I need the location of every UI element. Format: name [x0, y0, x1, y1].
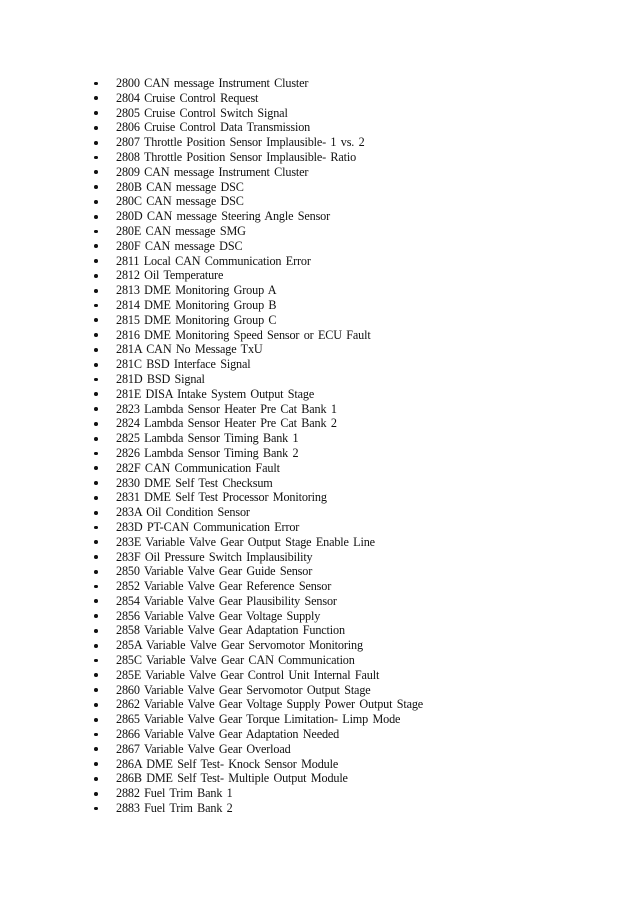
list-item-text: 281E DISA Intake System Output Stage [116, 386, 315, 401]
list-item [90, 520, 423, 535]
list-item [90, 431, 423, 446]
list-item [90, 594, 423, 609]
list-item [90, 239, 423, 254]
bullet-icon [94, 452, 98, 456]
bullet-icon [94, 422, 98, 426]
bullet-icon [94, 570, 98, 574]
list-item [90, 697, 423, 712]
list-item-text: 2852 Variable Valve Gear Reference Sensor [116, 579, 332, 594]
bullet-icon [94, 614, 98, 618]
list-item [90, 727, 423, 742]
list-item-text: 2850 Variable Valve Gear Guide Sensor [116, 564, 313, 579]
list-item [90, 416, 423, 431]
list-item [90, 165, 423, 180]
bullet-icon [94, 348, 98, 352]
bullet-icon [94, 259, 98, 263]
list-item [90, 801, 423, 816]
list-item-text: 282F CAN Communication Fault [116, 460, 280, 475]
bullet-icon [94, 762, 98, 766]
bullet-icon [94, 378, 98, 382]
bullet-icon [94, 777, 98, 781]
list-item-text: 2809 CAN message Instrument Cluster [116, 164, 309, 179]
list-item-text: 285E Variable Valve Gear Control Unit Internal Fault [116, 667, 380, 682]
list-item [90, 446, 423, 461]
list-item [90, 402, 423, 417]
list-item-text: 2805 Cruise Control Switch Signal [116, 105, 288, 120]
list-item-text: 281A CAN No Message TxU [116, 342, 263, 357]
list-item-text: 280D CAN message Steering Angle Sensor [116, 209, 331, 224]
bullet-icon [94, 496, 98, 500]
bullet-icon [94, 96, 98, 100]
bullet-icon [94, 289, 98, 293]
list-item-text: 285A Variable Valve Gear Servomotor Monitoring [116, 638, 363, 653]
list-item [90, 490, 423, 505]
list-item [90, 638, 423, 653]
list-item-text: 281D BSD Signal [116, 371, 205, 386]
list-item-text: 285C Variable Valve Gear CAN Communication [116, 653, 355, 668]
list-item [90, 224, 423, 239]
list-item-text: 283F Oil Pressure Switch Implausibility [116, 549, 313, 564]
bullet-icon [94, 644, 98, 648]
bullet-icon [94, 82, 98, 86]
list-item [90, 461, 423, 476]
bullet-icon [94, 466, 98, 470]
bullet-icon [94, 733, 98, 737]
list-item [90, 786, 423, 801]
list-item [90, 579, 423, 594]
list-item [90, 135, 423, 150]
list-item [90, 313, 423, 328]
bullet-icon [94, 244, 98, 248]
list-item-text: 280B CAN message DSC [116, 179, 244, 194]
list-item-text: 2867 Variable Valve Gear Overload [116, 741, 291, 756]
list-item [90, 342, 423, 357]
bullet-icon [94, 599, 98, 603]
bullet-icon [94, 141, 98, 145]
bullet-icon [94, 318, 98, 322]
list-item-text: 2856 Variable Valve Gear Voltage Supply [116, 608, 321, 623]
list-item-text: 2812 Oil Temperature [116, 268, 224, 283]
list-item-text: 2883 Fuel Trim Bank 2 [116, 801, 233, 816]
list-item-text: 2854 Variable Valve Gear Plausibility Sensor [116, 593, 337, 608]
list-item [90, 757, 423, 772]
list-item-text: 2830 DME Self Test Checksum [116, 475, 273, 490]
list-item [90, 120, 423, 135]
list-item-text: 2800 CAN message Instrument Cluster [116, 76, 309, 90]
bullet-icon [94, 363, 98, 367]
list-item-text: 2858 Variable Valve Gear Adaptation Function [116, 623, 345, 638]
list-item-text: 2823 Lambda Sensor Heater Pre Cat Bank 1 [116, 401, 337, 416]
list-item-text: 2806 Cruise Control Data Transmission [116, 120, 311, 135]
list-item-text: 2866 Variable Valve Gear Adaptation Needed [116, 727, 340, 742]
bullet-icon [94, 659, 98, 663]
list-item-text: 286B DME Self Test- Multiple Output Module [116, 771, 348, 786]
list-item-text: 283E Variable Valve Gear Output Stage Enable Line [116, 534, 375, 549]
list-item [90, 387, 423, 402]
bullet-icon [94, 170, 98, 174]
list-item [90, 564, 423, 579]
list-item-text: 281C BSD Interface Signal [116, 357, 251, 372]
list-item-text: 2814 DME Monitoring Group B [116, 297, 277, 312]
bullet-icon [94, 747, 98, 751]
list-item [90, 742, 423, 757]
bullet-icon [94, 511, 98, 515]
bullet-icon [94, 703, 98, 707]
bullet-icon [94, 526, 98, 530]
bullet-icon [94, 392, 98, 396]
bullet-icon [94, 688, 98, 692]
list-item-text: 2808 Throttle Position Sensor Implausible- Ratio [116, 149, 357, 164]
list-item [90, 653, 423, 668]
bullet-icon [94, 673, 98, 677]
list-item [90, 712, 423, 727]
list-item-text: 2813 DME Monitoring Group A [116, 283, 277, 298]
bullet-icon [94, 481, 98, 485]
bullet-icon [94, 437, 98, 441]
bullet-icon [94, 304, 98, 308]
list-item-text: 2862 Variable Valve Gear Voltage Supply Power Output Stage [116, 697, 424, 712]
list-item [90, 283, 423, 298]
list-item-text: 2816 DME Monitoring Speed Sensor or ECU Fault [116, 327, 371, 342]
list-item [90, 683, 423, 698]
list-item-text: 2865 Variable Valve Gear Torque Limitation- Limp Mode [116, 712, 401, 727]
bullet-icon [94, 215, 98, 219]
list-item [90, 357, 423, 372]
list-item-text: 2824 Lambda Sensor Heater Pre Cat Bank 2 [116, 416, 337, 431]
list-item-text: 2804 Cruise Control Request [116, 90, 259, 105]
list-item [90, 91, 423, 106]
list-item-text: 2815 DME Monitoring Group C [116, 312, 277, 327]
list-item [90, 180, 423, 195]
bullet-icon [94, 126, 98, 130]
bullet-icon [94, 156, 98, 160]
bullet-icon [94, 629, 98, 633]
list-item [90, 298, 423, 313]
list-item [90, 194, 423, 209]
list-item [90, 328, 423, 343]
list-item [90, 268, 423, 283]
bullet-icon [94, 333, 98, 337]
bullet-icon [94, 274, 98, 278]
bullet-icon [94, 200, 98, 204]
bullet-icon [94, 230, 98, 234]
list-item [90, 505, 423, 520]
list-item [90, 476, 423, 491]
list-item [90, 76, 423, 91]
list-item-text: 2831 DME Self Test Processor Monitoring [116, 490, 327, 505]
bullet-icon [94, 407, 98, 411]
list-item-text: 283A Oil Condition Sensor [116, 505, 250, 520]
fault-code-list [90, 76, 423, 816]
list-item [90, 771, 423, 786]
list-item [90, 254, 423, 269]
list-item-text: 2825 Lambda Sensor Timing Bank 1 [116, 431, 299, 446]
bullet-icon [94, 540, 98, 544]
list-item-text: 280C CAN message DSC [116, 194, 244, 209]
bullet-icon [94, 807, 98, 811]
list-item [90, 150, 423, 165]
bullet-icon [94, 555, 98, 559]
bullet-icon [94, 718, 98, 722]
list-item [90, 668, 423, 683]
bullet-icon [94, 585, 98, 589]
list-item-text: 2807 Throttle Position Sensor Implausible- 1 vs. 2 [116, 135, 365, 150]
list-item-text: 2860 Variable Valve Gear Servomotor Output Stage [116, 682, 371, 697]
list-item [90, 106, 423, 121]
list-item [90, 609, 423, 624]
bullet-icon [94, 792, 98, 796]
bullet-icon [94, 111, 98, 115]
bullet-icon [94, 185, 98, 189]
list-item-text: 280E CAN message SMG [116, 223, 246, 238]
list-item [90, 535, 423, 550]
list-item-text: 283D PT-CAN Communication Error [116, 519, 300, 534]
list-item [90, 623, 423, 638]
list-item-text: 286A DME Self Test- Knock Sensor Module [116, 756, 339, 771]
list-item [90, 372, 423, 387]
list-item [90, 550, 423, 565]
list-item-text: 2826 Lambda Sensor Timing Bank 2 [116, 445, 299, 460]
list-item-text: 280F CAN message DSC [116, 238, 243, 253]
list-item-text: 2811 Local CAN Communication Error [116, 253, 311, 268]
list-item [90, 209, 423, 224]
list-item-text: 2882 Fuel Trim Bank 1 [116, 786, 233, 801]
